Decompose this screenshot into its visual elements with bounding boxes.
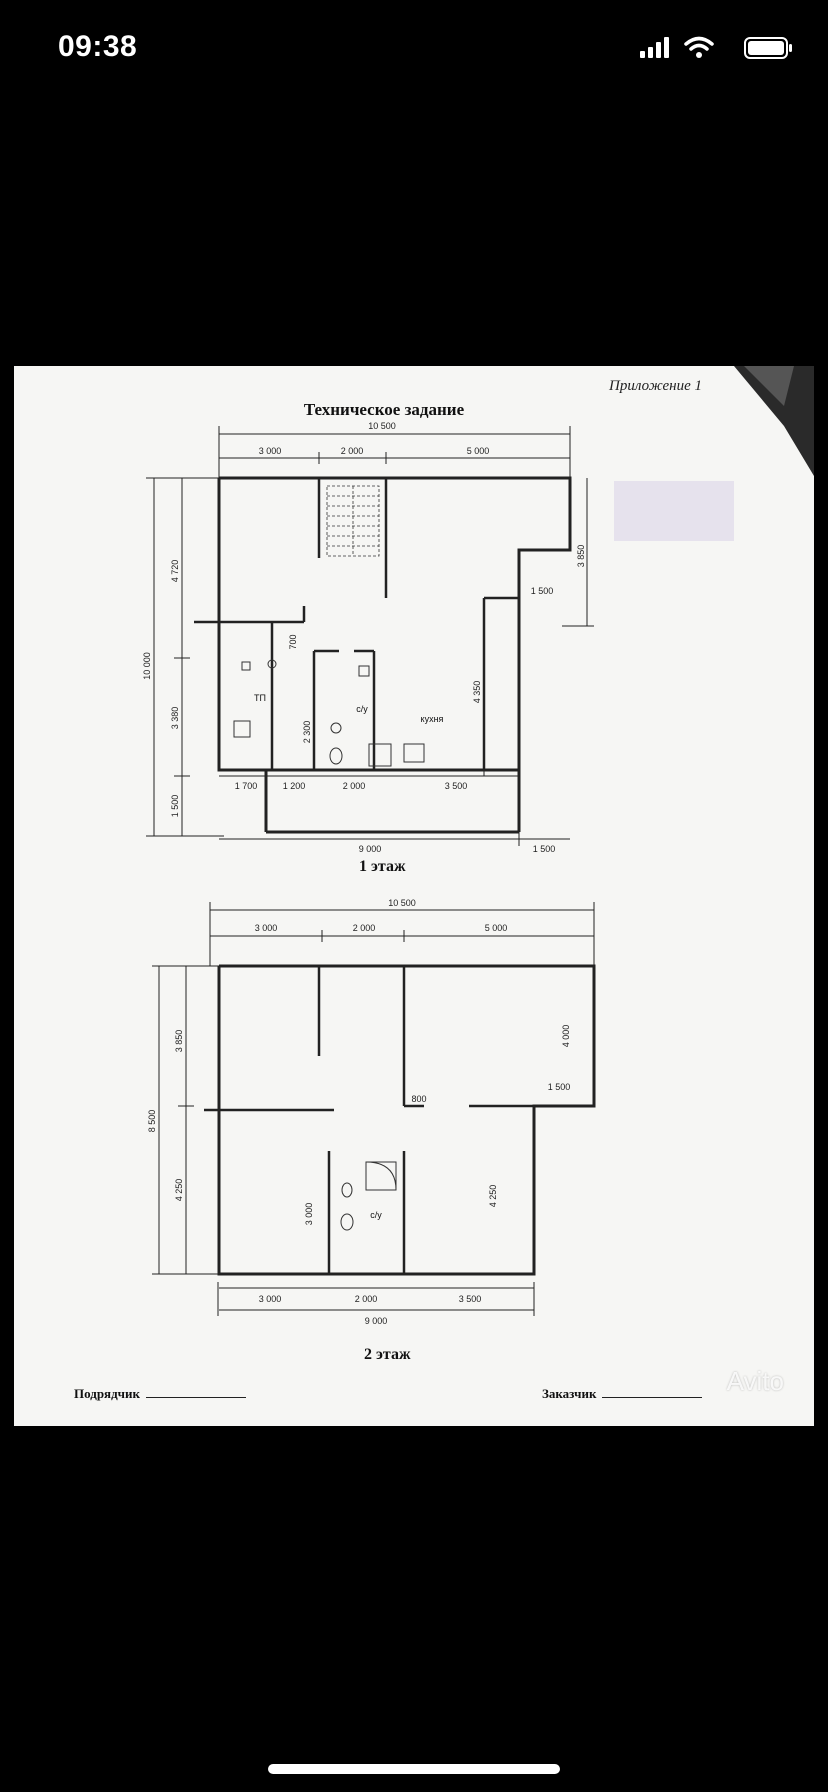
dim-f1-bottom-inner-4: 3 500 <box>444 781 468 791</box>
dim-f2-overall: 10 500 <box>388 898 416 908</box>
dim-f2-inner-2: 1 500 <box>547 1082 571 1092</box>
status-bar <box>0 0 828 100</box>
dim-f1-bottom-inner-2: 1 200 <box>282 781 306 791</box>
dim-f2-left-2: 4 250 <box>174 1178 184 1202</box>
document-title: Техническое задание <box>303 400 465 419</box>
customer-signature <box>542 1386 702 1402</box>
contractor-signature <box>74 1386 246 1402</box>
dim-f2-left-total: 8 500 <box>147 1109 157 1133</box>
dim-f2-right-1: 4 000 <box>561 1024 571 1048</box>
dim-f1-top-2: 2 000 <box>340 446 364 456</box>
room-bathroom-f1: с/у <box>356 704 368 714</box>
dim-f1-left-3: 1 500 <box>170 794 180 818</box>
dim-f1-inner-1: 1 500 <box>530 586 554 596</box>
status-time: 09:38 <box>58 30 138 63</box>
dim-f1-top-1: 3 000 <box>258 446 282 456</box>
dim-f2-left-1: 3 850 <box>174 1029 184 1053</box>
dim-f2-right-2: 4 250 <box>488 1184 498 1208</box>
floor1-label: 1 этаж <box>359 858 406 875</box>
contractor-signature-line <box>146 1387 246 1398</box>
dim-f1-left-1: 4 720 <box>170 559 180 583</box>
dim-f1-top-3: 5 000 <box>466 446 490 456</box>
document-image <box>14 366 814 1426</box>
dim-f2-inner-1: 800 <box>411 1094 427 1104</box>
dim-f1-overall: 10 500 <box>368 421 396 431</box>
room-tp: ТП <box>254 693 266 703</box>
dim-f1-inner-2: 700 <box>288 634 298 650</box>
dim-f2-top-1: 3 000 <box>254 923 278 933</box>
dim-f1-left-total: 10 000 <box>142 652 152 680</box>
wifi-icon <box>684 36 714 60</box>
battery-icon <box>744 36 794 60</box>
dim-f2-top-2: 2 000 <box>352 923 376 933</box>
dim-f2-inner-3: 3 000 <box>304 1202 314 1226</box>
floor2-label: 2 этаж <box>364 1346 411 1363</box>
dim-f1-inner-3: 2 300 <box>302 720 312 744</box>
room-bathroom-f2: с/у <box>370 1210 382 1220</box>
dim-f2-bottom-inner-1: 3 000 <box>258 1294 282 1304</box>
dim-f2-bottom-1: 9 000 <box>364 1316 388 1326</box>
dim-f1-bottom-1: 9 000 <box>358 844 382 854</box>
dim-f1-right-2: 4 350 <box>472 680 482 704</box>
contractor-label: Подрядчик <box>74 1386 140 1401</box>
dim-f1-left-2: 3 380 <box>170 706 180 730</box>
dim-f1-bottom-inner-3: 2 000 <box>342 781 366 791</box>
room-kitchen: кухня <box>420 714 444 724</box>
home-indicator[interactable] <box>268 1764 560 1774</box>
customer-label: Заказчик <box>542 1386 597 1401</box>
customer-signature-line <box>602 1387 702 1398</box>
avito-watermark: Avito <box>726 1366 784 1396</box>
dim-f2-bottom-inner-2: 2 000 <box>354 1294 378 1304</box>
dim-f1-right-1: 3 850 <box>576 544 586 568</box>
dim-f1-bottom-inner-1: 1 700 <box>234 781 258 791</box>
dim-f2-top-3: 5 000 <box>484 923 508 933</box>
dim-f2-bottom-inner-3: 3 500 <box>458 1294 482 1304</box>
dim-f1-bottom-2: 1 500 <box>532 844 556 854</box>
appendix-label: Приложение 1 <box>609 378 702 394</box>
floor-plan-drawing <box>14 366 814 1426</box>
signal-icon <box>640 36 674 60</box>
